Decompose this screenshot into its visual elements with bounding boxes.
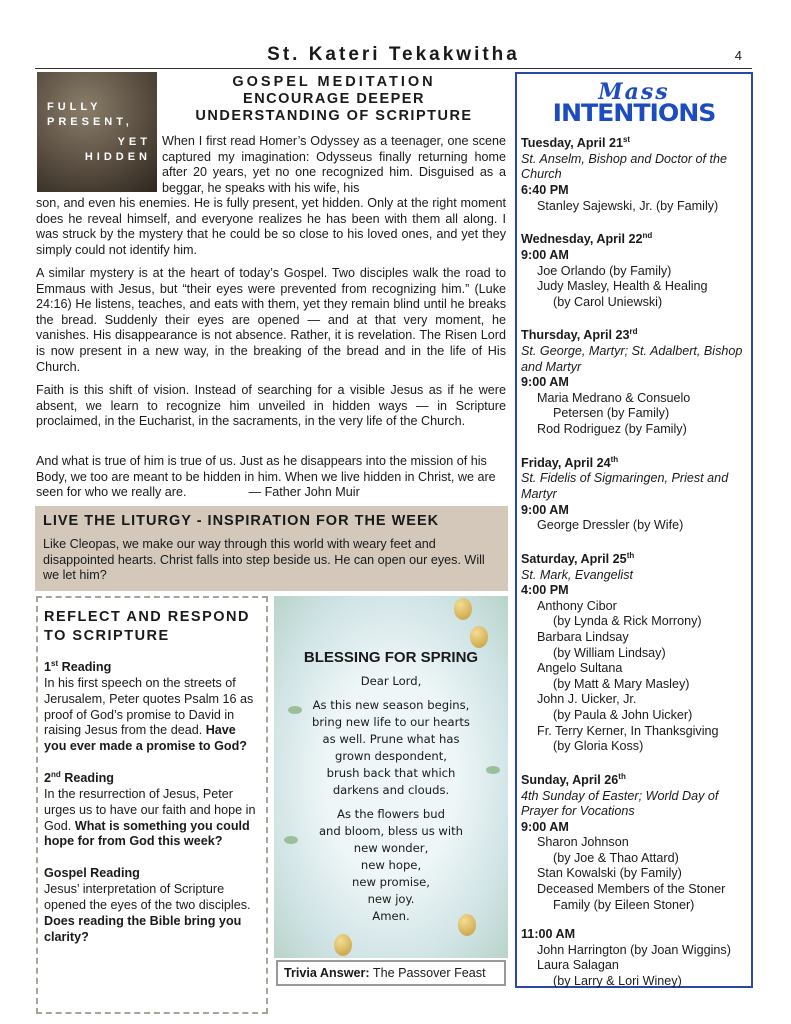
mass-title-script: Mass — [598, 79, 670, 105]
reflect-and-respond-box — [36, 596, 268, 1014]
liturgy-text: Like Cleopas, we make our way through this world with weary feet and disappointed hearts. Christ falls into step beside us. He can open our eyes. Will we let him? — [43, 537, 485, 583]
egg-decoration — [454, 598, 472, 620]
intention-name: John J. Uicker, Jr. — [537, 692, 637, 707]
reading-label — [44, 862, 260, 882]
day-name: Sunday, April 26 — [521, 772, 619, 787]
reading-text: Jesus’ interpretation of Scripture opened the eyes of the two disciples. — [44, 882, 251, 912]
mass-day — [521, 228, 747, 310]
day-ordinal: nd — [642, 231, 653, 241]
meditation-text: And what is true of him is true of us. Just as he disappears into the mission of his Body, we too are meant to be hidden in him. When we live hidden in Christ, we are seen for who we really are. — [36, 454, 496, 500]
day-name: Friday, April 24 — [521, 455, 611, 470]
blessing-line: bring new life to our hearts — [312, 715, 470, 729]
blessing-stanza — [274, 806, 508, 925]
intention-requested-by: (by Carol Uniewski) — [553, 294, 663, 309]
mass-time: 4:00 PM — [521, 583, 569, 598]
day-ordinal: th — [626, 550, 635, 560]
blessing-for-spring-card — [274, 596, 508, 958]
reading-text: In the resurrection of Jesus, Peter urges us to have our faith and hope in God. — [44, 786, 256, 833]
feast-day: St. Mark, Evangelist — [521, 567, 633, 582]
feast-day: St. Fidelis of Sigmaringen, Priest and Martyr — [521, 471, 729, 502]
image-text: PRESENT, — [47, 116, 133, 128]
intention-name: Rod Rodriguez (by Family) — [537, 422, 687, 437]
blessing-stanza — [274, 697, 508, 799]
liturgy-title: LIVE THE LITURGY - INSPIRATION FOR THE WEEK — [43, 513, 440, 529]
heading-line: ENCOURAGE DEEPER — [243, 91, 425, 107]
blessing-line: new wonder, — [353, 841, 429, 855]
trivia-label: Trivia Answer: — [284, 966, 370, 980]
blessing-line: new hope, — [360, 858, 422, 872]
mass-time: 9:00 AM — [521, 819, 569, 834]
blessing-stanza — [274, 673, 508, 690]
intention-requested-by: (by Gloria Koss) — [553, 739, 644, 754]
egg-decoration — [334, 934, 352, 956]
reading-name: Gospel Reading — [44, 866, 140, 881]
intention-requested-by: (by Larry & Lori Winey) — [553, 974, 682, 989]
image-text: YET — [117, 136, 151, 148]
day-ordinal: th — [618, 771, 626, 781]
mass-intentions-box — [515, 72, 753, 988]
day-name: Tuesday, April 21 — [521, 136, 623, 151]
intention-name: Stan Kowalski (by Family) — [537, 866, 682, 881]
blessing-line: As the flowers bud — [337, 807, 445, 821]
meditation-paragraph: son, and even his enemies. He is fully present, yet hidden. Only at the right moment does he reveal himself, and everyone realizes he has been with them all along. I was struck by the mystery that he could be so close to his loved ones, and yet they simply could not identify him. — [36, 196, 506, 257]
gospel-meditation-heading — [160, 74, 508, 125]
reading-text: In his first speech on the streets of Jerusalem, Peter quotes Psalm 16 as proof of God’s promise to David in raising Jesus from the dead. — [44, 675, 254, 738]
day-heading — [521, 452, 747, 472]
parish-title: St. Kateri Tekakwitha — [267, 44, 520, 65]
day-name: Saturday, April 25 — [521, 552, 627, 566]
mass-time: 9:00 AM — [521, 375, 569, 390]
reading-label — [44, 656, 260, 676]
page-number: 4 — [734, 48, 742, 63]
intention-name: John Harrington (by Joan Wiggins) — [537, 942, 731, 957]
spacer — [521, 913, 747, 927]
mass-time: 6:40 PM — [521, 182, 569, 197]
day-ordinal: th — [610, 454, 619, 464]
feast-day: 4th Sunday of Easter; World Day of Prayer for Vocations — [521, 788, 719, 819]
day-heading — [521, 132, 747, 152]
blessing-line: Amen. — [372, 909, 410, 923]
intention-requested-by: (by William Lindsay) — [553, 645, 666, 660]
reading-question: Have you ever made a promise to God? — [44, 723, 247, 754]
day-heading — [521, 769, 747, 789]
intention-requested-by: (by Paula & John Uicker) — [553, 707, 693, 722]
intention-name: Maria Medrano & Consuelo — [537, 390, 691, 405]
mass-time: 11:00 AM — [521, 927, 576, 942]
reading-ordinal: st — [51, 659, 59, 668]
trivia-answer: The Passover Feast — [372, 966, 486, 980]
blessing-title: BLESSING FOR SPRING — [303, 649, 479, 666]
mass-day — [521, 324, 747, 437]
reading-question: Does reading the Bible bring you clarity? — [44, 913, 242, 944]
blessing-line: as well. Prune what has — [322, 732, 460, 746]
feast-day: St. George, Martyr; St. Adalbert, Bishop and Martyr — [521, 344, 743, 374]
intention-name: Fr. Terry Kerner, In Thanksgiving — [537, 723, 719, 738]
feast-day: St. Anselm, Bishop and Doctor of the Church — [521, 151, 728, 182]
intention-name: Laura Salagan — [537, 958, 619, 973]
mass-time: 9:00 AM — [521, 247, 569, 262]
meditation-paragraph: When I first read Homer’s Odyssey as a teenager, one scene captured my imagination: Odysseus finally returning home after 20 years, yet no one recognized him. Disguised as a beggar, he speaks with his wife, his — [162, 134, 506, 195]
reading-name: Reading — [60, 771, 114, 786]
day-name: Wednesday, April 22 — [521, 232, 643, 247]
intention-requested-by: Petersen (by Family) — [553, 406, 670, 421]
intention-name: Deceased Members of the Stoner — [537, 882, 726, 897]
blessing-line: and bloom, bless us with — [318, 824, 464, 838]
intention-name: Barbara Lindsay — [537, 629, 629, 644]
intention-requested-by: (by Lynda & Rick Morrony) — [553, 614, 702, 629]
reading-ordinal: nd — [51, 769, 61, 779]
intention-name: Joe Orlando (by Family) — [537, 263, 672, 278]
leaf-decoration — [284, 836, 298, 844]
reflect-section — [44, 862, 260, 945]
day-ordinal: st — [622, 135, 631, 144]
blessing-line: new joy. — [367, 892, 415, 906]
meditation-paragraph: A similar mystery is at the heart of today’s Gospel. Two disciples walk the road to Emmaus with Jesus, but “their eyes were prevented from recognizing him.” (Luke 24:16) He listens, teaches, and eats with them, yet they remain blind until he breaks the bread. Suddenly their eyes are opened — and at that very moment, he vanishes. His disappearance is not absence. Rather, it is revelation. The Risen Lord is now present in a new way, in the breaking of the bread and in the life of His Church. — [36, 266, 506, 374]
day-heading — [521, 228, 747, 248]
image-text: FULLY — [47, 101, 102, 113]
intention-name: George Dressler (by Wife) — [537, 518, 684, 533]
trivia-answer-box — [276, 960, 506, 986]
egg-decoration — [458, 914, 476, 936]
intention-name: Anthony Cibor — [537, 598, 617, 613]
reflect-title: REFLECT AND RESPOND TO SCRIPTURE — [44, 609, 250, 644]
blessing-line: darkens and clouds. — [332, 783, 450, 797]
meditation-paragraph: Faith is this shift of vision. Instead of searching for a visible Jesus as if he were absent, we learn to recognize him unveiled in hidden ways — in Scripture proclaimed, in the Eucharist, in the sacraments, in the very life of the Church. — [36, 383, 506, 429]
reading-label — [44, 767, 260, 787]
day-heading — [521, 324, 747, 344]
signature: — Father John Muir — [248, 485, 360, 500]
intention-name: Judy Masley, Health & Healing — [537, 279, 708, 294]
intentions-title: INTENTIONS — [552, 99, 716, 127]
page-header — [35, 42, 752, 69]
blessing-line: grown despondent, — [335, 749, 447, 763]
day-name: Thursday, April 23 — [521, 328, 630, 343]
intention-requested-by: Family (by Eileen Stoner) — [553, 897, 695, 912]
intention-name: Angelo Sultana — [537, 661, 623, 676]
intention-requested-by: (by Matt & Mary Masley) — [553, 676, 690, 691]
blessing-line: new promise, — [352, 875, 430, 889]
leaf-decoration — [486, 766, 500, 774]
live-the-liturgy-box — [35, 506, 508, 591]
egg-decoration — [470, 626, 488, 648]
blessing-line: As this new season begins, — [312, 698, 470, 712]
reading-name: Reading — [58, 660, 112, 675]
leaf-decoration — [288, 706, 302, 714]
reflect-section — [44, 767, 260, 850]
mass-time: 9:00 AM — [521, 502, 569, 517]
heading-line: UNDERSTANDING OF SCRIPTURE — [195, 108, 473, 124]
intention-requested-by: (by Joe & Thao Attard) — [553, 850, 679, 865]
day-heading — [521, 548, 747, 568]
mass-day — [521, 769, 747, 990]
meditation-paragraph — [36, 454, 506, 501]
mass-day — [521, 132, 747, 214]
reading-number: 2 — [44, 771, 52, 786]
reading-question: What is something you could hope for from God this week? — [44, 818, 250, 849]
mass-day — [521, 452, 747, 534]
blessing-line: brush back that which — [326, 766, 456, 780]
reflect-section — [44, 656, 260, 755]
day-ordinal: rd — [629, 327, 638, 337]
image-text: HIDDEN — [84, 151, 151, 163]
intention-name: Sharon Johnson — [537, 835, 629, 850]
mass-day — [521, 548, 747, 755]
fully-present-yet-hidden-image — [37, 72, 157, 192]
reading-number: 1 — [44, 660, 52, 675]
heading-line: GOSPEL MEDITATION — [232, 74, 436, 90]
intention-name: Stanley Sajewski, Jr. (by Family) — [537, 198, 719, 213]
blessing-line: Dear Lord, — [360, 674, 422, 688]
